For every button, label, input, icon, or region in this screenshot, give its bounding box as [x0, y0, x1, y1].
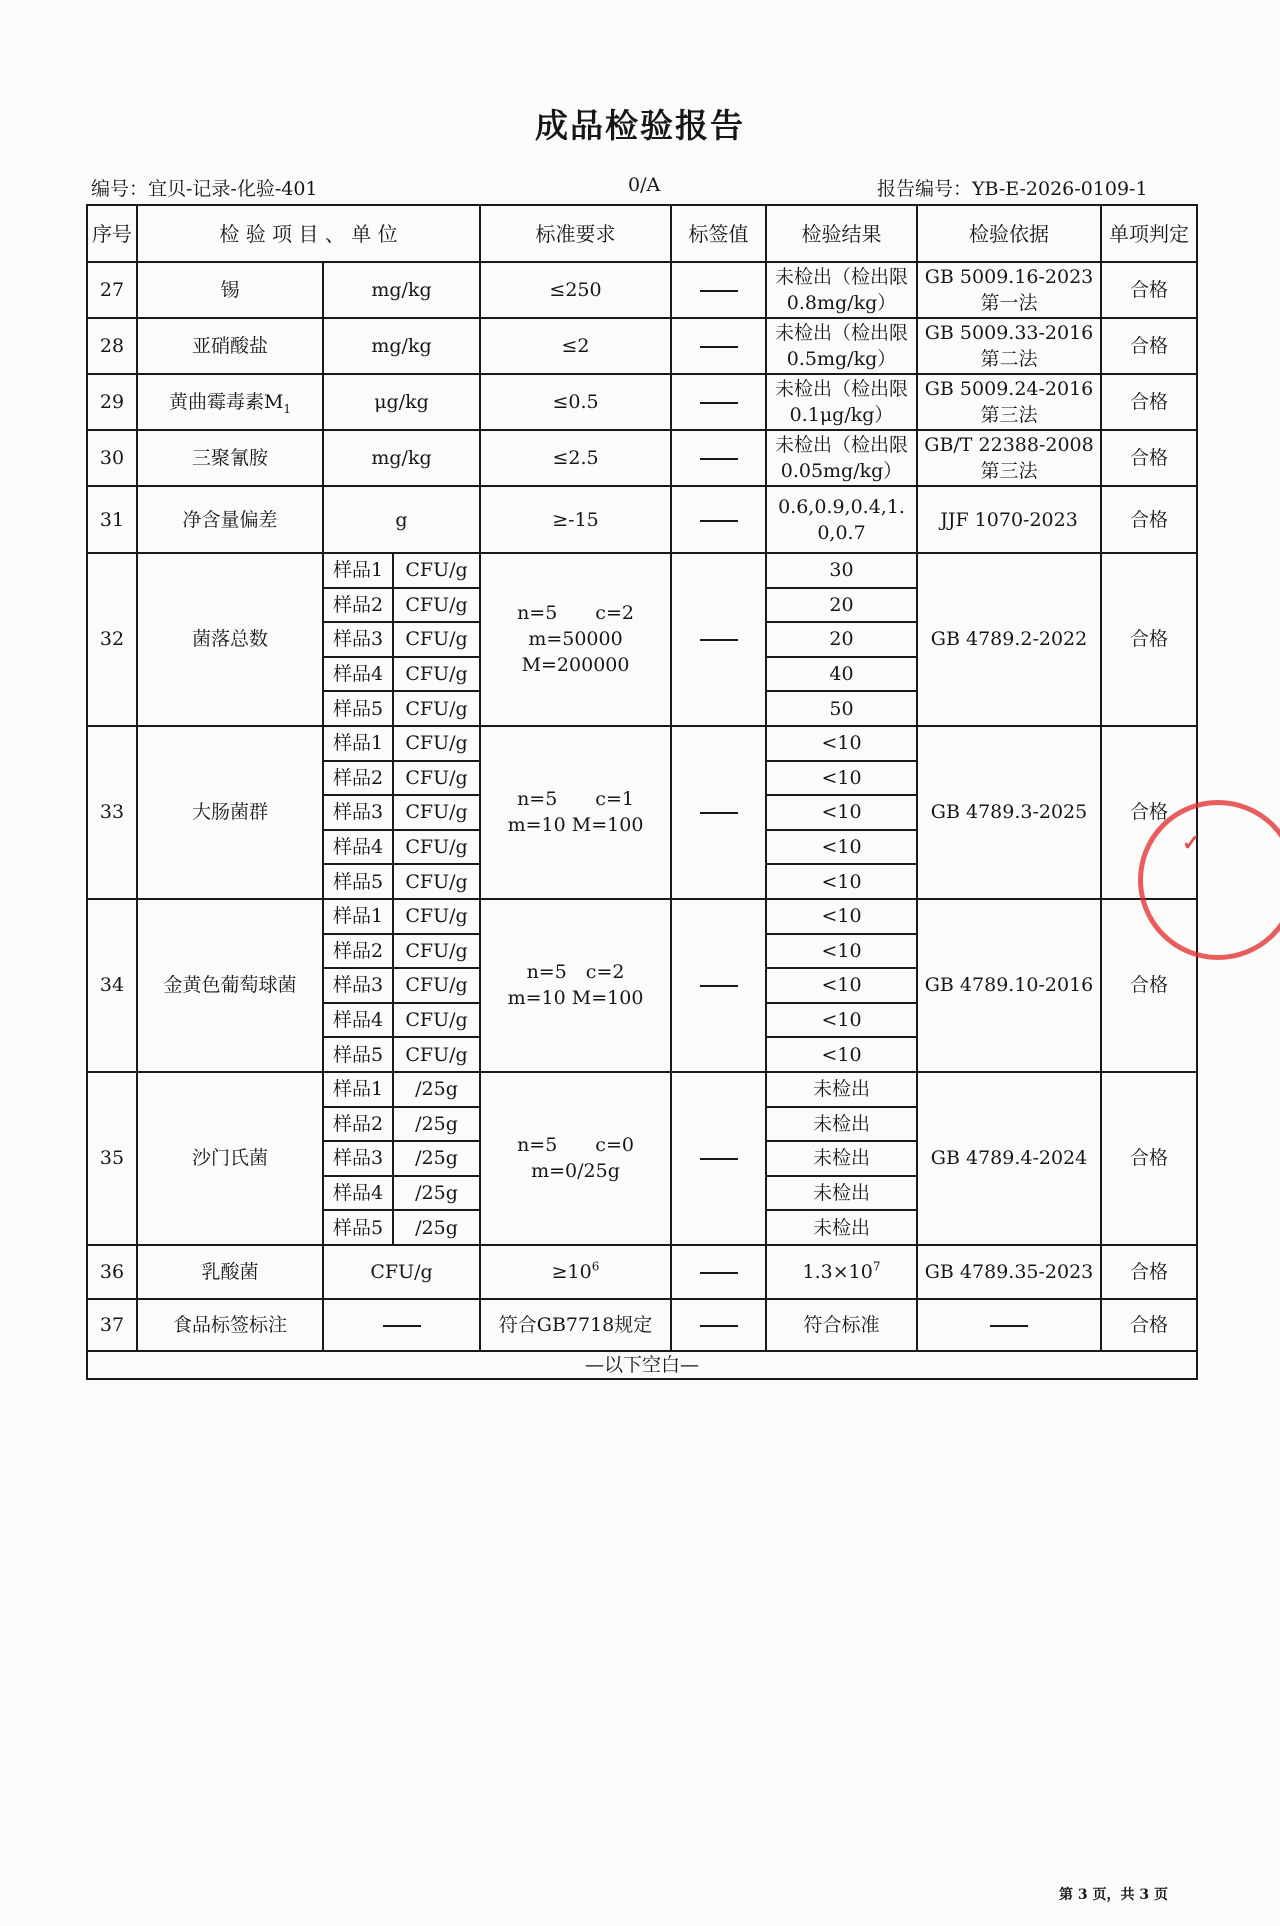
table-row — [87, 1299, 1197, 1351]
requirement-cell: ≤250 — [480, 262, 671, 318]
sample-unit: CFU/g — [393, 726, 480, 761]
sample-unit: CFU/g — [393, 864, 480, 899]
verdict-cell: 合格 — [1101, 486, 1197, 553]
requirement-line: m=10 M=100 — [507, 987, 644, 1010]
sample-unit: /25g — [393, 1210, 480, 1245]
requirement-exponent: 6 — [591, 1259, 600, 1274]
sample-row — [87, 726, 1197, 761]
end-note: —以下空白— — [87, 1351, 1197, 1379]
dash-mark — [700, 985, 738, 987]
version-code: 0/A — [628, 174, 661, 196]
page-footer: 第 3 页，共 3 页 — [1059, 1887, 1168, 1903]
item-cell — [137, 262, 323, 318]
result-cell — [766, 374, 917, 430]
label-value-cell — [671, 1072, 766, 1245]
report-title: 成品检验报告 — [535, 106, 745, 145]
end-note-row — [87, 1351, 1197, 1379]
dash-mark — [700, 1272, 738, 1274]
verdict-cell: 合格 — [1101, 1299, 1197, 1351]
basis-cell: GB 4789.35-2023 — [917, 1245, 1101, 1299]
item-name: 黄曲霉毒素M — [168, 391, 284, 413]
sample-label: 样品1 — [323, 899, 393, 934]
label-value-cell — [671, 1299, 766, 1351]
requirement-line: n=5 c=2 — [526, 961, 625, 984]
sample-unit: CFU/g — [393, 553, 480, 588]
header-cell-basis: 检验依据 — [917, 205, 1101, 262]
verdict-cell: 合格 — [1101, 899, 1197, 1072]
document-code: 编号：宜贝-记录-化验-401 — [91, 178, 318, 200]
unit-cell: mg/kg — [323, 262, 480, 318]
requirement-cell — [480, 899, 671, 1072]
sample-unit: CFU/g — [393, 691, 480, 726]
table-row — [87, 1245, 1197, 1299]
row-number: 37 — [87, 1299, 137, 1351]
basis-line: GB 5009.16-2023 — [924, 266, 1094, 288]
requirement-cell: 符合GB7718规定 — [480, 1299, 671, 1351]
row-number: 33 — [87, 726, 137, 899]
dash-mark — [700, 346, 738, 348]
basis-cell: JJF 1070-2023 — [917, 486, 1101, 553]
requirement-line: m=0/25g — [531, 1160, 620, 1183]
label-value-cell — [671, 374, 766, 430]
sample-label: 样品2 — [323, 761, 393, 796]
row-number: 36 — [87, 1245, 137, 1299]
basis-cell: GB 4789.2-2022 — [917, 553, 1101, 726]
sample-result: <10 — [766, 726, 917, 761]
sample-row — [87, 1072, 1197, 1107]
row-number: 28 — [87, 318, 137, 374]
item-name: 锡 — [220, 279, 240, 301]
sample-unit: CFU/g — [393, 588, 480, 623]
row-number: 35 — [87, 1072, 137, 1245]
basis-line: 第二法 — [980, 348, 1038, 370]
basis-cell: GB 4789.10-2016 — [917, 899, 1101, 1072]
sample-label: 样品3 — [323, 795, 393, 830]
sample-result: <10 — [766, 830, 917, 865]
dash-mark — [383, 1325, 421, 1327]
sample-label: 样品3 — [323, 1141, 393, 1176]
item-cell: 食品标签标注 — [137, 1299, 323, 1351]
header-cell-verdict: 单项判定 — [1101, 205, 1197, 262]
item-cell — [137, 430, 323, 486]
result-exponent: 7 — [872, 1259, 881, 1274]
requirement-line: m=50000 M=200000 — [521, 628, 630, 677]
sample-label: 样品5 — [323, 1210, 393, 1245]
header-cell-requirement: 标准要求 — [480, 205, 671, 262]
result-line: 未检出（检出限 — [775, 378, 909, 400]
sample-label: 样品4 — [323, 1003, 393, 1038]
result-line: 未检出（检出限 — [775, 434, 909, 456]
basis-cell: GB 4789.4-2024 — [917, 1072, 1101, 1245]
label-value-cell — [671, 553, 766, 726]
sample-unit: CFU/g — [393, 830, 480, 865]
result-line: 0.5mg/kg） — [786, 348, 897, 370]
sample-unit: CFU/g — [393, 899, 480, 934]
dash-mark — [700, 402, 738, 404]
sample-result: 50 — [766, 691, 917, 726]
sample-result: 未检出 — [766, 1210, 917, 1245]
sample-result: 20 — [766, 622, 917, 657]
verdict-cell: 合格 — [1101, 553, 1197, 726]
sample-row — [87, 553, 1197, 588]
sample-result: <10 — [766, 795, 917, 830]
result-line: 0,0.7 — [817, 521, 866, 544]
sample-label: 样品5 — [323, 1037, 393, 1072]
sample-unit: /25g — [393, 1072, 480, 1107]
dash-mark — [700, 290, 738, 292]
result-cell — [766, 1245, 917, 1299]
header-cell-no: 序号 — [87, 205, 137, 262]
table-row — [87, 486, 1197, 553]
row-number: 31 — [87, 486, 137, 553]
basis-cell — [917, 430, 1101, 486]
item-cell: 乳酸菌 — [137, 1245, 323, 1299]
basis-cell: GB 4789.3-2025 — [917, 726, 1101, 899]
table-row — [87, 318, 1197, 374]
table-row — [87, 262, 1197, 318]
basis-line: GB/T 22388-2008 — [924, 434, 1094, 456]
basis-line: GB 5009.33-2016 — [924, 322, 1094, 344]
result-cell — [766, 486, 917, 553]
header-cell-result: 检验结果 — [766, 205, 917, 262]
basis-line: GB 5009.24-2016 — [924, 378, 1094, 400]
basis-cell — [917, 1299, 1101, 1351]
requirement-cell — [480, 1245, 671, 1299]
dash-mark — [700, 1158, 738, 1160]
requirement-line: m=10 M=100 — [507, 814, 644, 837]
requirement-line: n=5 c=2 — [517, 602, 634, 625]
result-line: 0.6,0.9,0.4,1. — [778, 495, 905, 518]
sample-result: 未检出 — [766, 1141, 917, 1176]
label-value-cell — [671, 318, 766, 374]
unit-cell: CFU/g — [323, 1245, 480, 1299]
requirement-line: n=5 c=0 — [517, 1134, 634, 1157]
label-value-cell — [671, 486, 766, 553]
sample-unit: CFU/g — [393, 622, 480, 657]
sample-result: 30 — [766, 553, 917, 588]
sample-result: 未检出 — [766, 1176, 917, 1211]
item-subscript: 1 — [283, 401, 292, 416]
item-cell: 菌落总数 — [137, 553, 323, 726]
label-value-cell — [671, 899, 766, 1072]
sample-result: 20 — [766, 588, 917, 623]
result-cell — [766, 262, 917, 318]
basis-line: 第三法 — [980, 404, 1038, 426]
result-line: 未检出（检出限 — [775, 322, 909, 344]
sample-result: 未检出 — [766, 1072, 917, 1107]
basis-line: 第三法 — [980, 460, 1038, 482]
sample-label: 样品5 — [323, 691, 393, 726]
row-number: 32 — [87, 553, 137, 726]
result-line: 0.05mg/kg） — [780, 460, 903, 482]
inspection-table — [86, 204, 1201, 1380]
unit-cell: mg/kg — [323, 430, 480, 486]
basis-cell — [917, 318, 1101, 374]
table-row — [87, 430, 1197, 486]
sample-unit: CFU/g — [393, 1003, 480, 1038]
verdict-cell: 合格 — [1101, 726, 1197, 899]
sample-result: <10 — [766, 1003, 917, 1038]
sample-result: 未检出 — [766, 1107, 917, 1142]
result-line: 0.8mg/kg） — [786, 292, 897, 314]
label-value-cell — [671, 430, 766, 486]
requirement-line: n=5 c=1 — [517, 788, 634, 811]
sample-unit: /25g — [393, 1107, 480, 1142]
row-number: 29 — [87, 374, 137, 430]
requirement-cell — [480, 726, 671, 899]
label-value-cell — [671, 262, 766, 318]
requirement-cell: ≥-15 — [480, 486, 671, 553]
sample-unit: CFU/g — [393, 657, 480, 692]
dash-mark — [700, 1325, 738, 1327]
item-cell — [137, 318, 323, 374]
item-cell — [137, 374, 323, 430]
sample-unit: /25g — [393, 1141, 480, 1176]
sample-result: <10 — [766, 968, 917, 1003]
sample-result: <10 — [766, 864, 917, 899]
header-cell-label-value: 标签值 — [671, 205, 766, 262]
unit-cell: g — [323, 486, 480, 553]
result-cell — [766, 430, 917, 486]
header-cell-item: 检 验 项 目 、 单 位 — [137, 205, 480, 262]
sample-label: 样品2 — [323, 934, 393, 969]
sample-unit: CFU/g — [393, 1037, 480, 1072]
verdict-cell: 合格 — [1101, 1245, 1197, 1299]
requirement-cell — [480, 553, 671, 726]
result-cell: 符合标准 — [766, 1299, 917, 1351]
sample-result: 40 — [766, 657, 917, 692]
sample-result: <10 — [766, 899, 917, 934]
basis-cell — [917, 262, 1101, 318]
row-number: 34 — [87, 899, 137, 1072]
sample-label: 样品1 — [323, 726, 393, 761]
item-cell: 沙门氏菌 — [137, 1072, 323, 1245]
result-base: 1.3×10 — [802, 1260, 873, 1283]
basis-cell — [917, 374, 1101, 430]
row-number: 27 — [87, 262, 137, 318]
verdict-cell: 合格 — [1101, 1072, 1197, 1245]
dash-mark — [700, 520, 738, 522]
red-seal-stamp: ✓ — [1182, 830, 1201, 856]
requirement-base: ≥10 — [551, 1260, 592, 1283]
table-row — [87, 374, 1197, 430]
basis-line: 第一法 — [980, 292, 1038, 314]
sample-unit: CFU/g — [393, 968, 480, 1003]
sample-label: 样品1 — [323, 1072, 393, 1107]
unit-cell: μg/kg — [323, 374, 480, 430]
row-number: 30 — [87, 430, 137, 486]
sample-result: <10 — [766, 1037, 917, 1072]
verdict-cell: 合格 — [1101, 430, 1197, 486]
sample-unit: /25g — [393, 1176, 480, 1211]
sample-result: <10 — [766, 761, 917, 796]
unit-cell — [323, 1299, 480, 1351]
header-row — [87, 205, 1197, 262]
requirement-cell: ≤2.5 — [480, 430, 671, 486]
label-value-cell — [671, 726, 766, 899]
sample-label: 样品4 — [323, 657, 393, 692]
item-cell: 净含量偏差 — [137, 486, 323, 553]
sample-unit: CFU/g — [393, 934, 480, 969]
verdict-cell: 合格 — [1101, 374, 1197, 430]
sample-label: 样品1 — [323, 553, 393, 588]
sample-result: <10 — [766, 934, 917, 969]
sample-unit: CFU/g — [393, 795, 480, 830]
result-cell — [766, 318, 917, 374]
result-line: 未检出（检出限 — [775, 266, 909, 288]
sample-label: 样品2 — [323, 1107, 393, 1142]
dash-mark — [700, 458, 738, 460]
sample-label: 样品4 — [323, 830, 393, 865]
sample-label: 样品3 — [323, 968, 393, 1003]
label-value-cell — [671, 1245, 766, 1299]
dash-mark — [700, 639, 738, 641]
requirement-cell: ≤2 — [480, 318, 671, 374]
result-line: 0.1μg/kg） — [789, 404, 894, 426]
sample-label: 样品4 — [323, 1176, 393, 1211]
sample-row — [87, 899, 1197, 934]
requirement-cell: ≤0.5 — [480, 374, 671, 430]
item-name: 三聚氰胺 — [191, 447, 268, 469]
requirement-cell — [480, 1072, 671, 1245]
unit-cell: mg/kg — [323, 318, 480, 374]
sample-unit: CFU/g — [393, 761, 480, 796]
verdict-cell: 合格 — [1101, 318, 1197, 374]
dash-mark — [700, 812, 738, 814]
sample-label: 样品2 — [323, 588, 393, 623]
item-cell: 大肠菌群 — [137, 726, 323, 899]
sample-label: 样品3 — [323, 622, 393, 657]
report-number: 报告编号：YB-E-2026-0109-1 — [877, 178, 1148, 200]
item-cell: 金黄色葡萄球菌 — [137, 899, 323, 1072]
dash-mark — [990, 1325, 1028, 1327]
verdict-cell: 合格 — [1101, 262, 1197, 318]
sample-label: 样品5 — [323, 864, 393, 899]
item-name: 亚硝酸盐 — [191, 335, 268, 357]
